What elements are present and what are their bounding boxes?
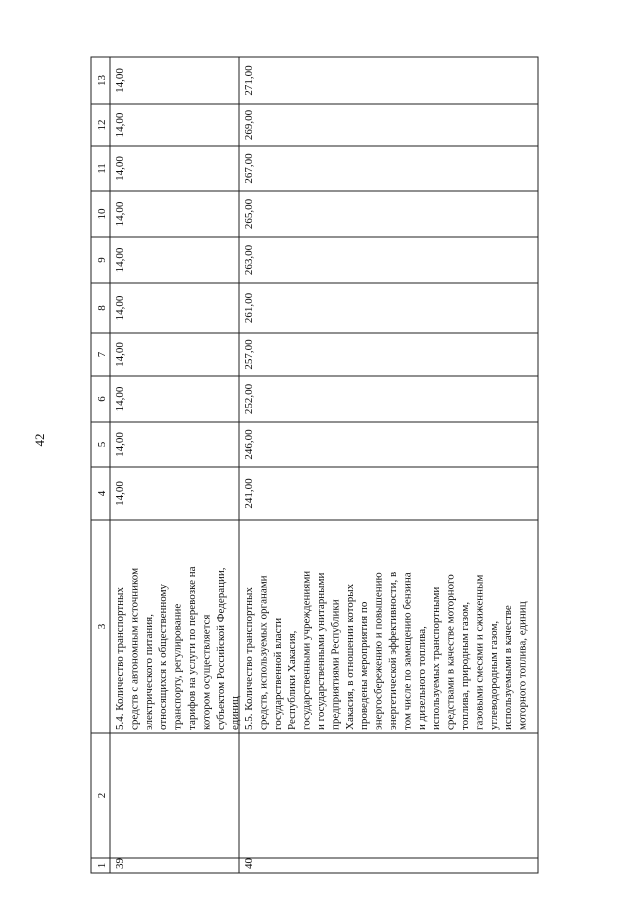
description-line: углеводородным газом, — [487, 620, 500, 730]
description-line: государственными учреждениями — [300, 570, 313, 730]
value-cell: 265,00 — [243, 198, 255, 230]
header-cell-10: 10 — [96, 208, 108, 220]
description-line: энергосбережению и повышению — [372, 572, 385, 730]
header-cell-8: 8 — [96, 305, 108, 311]
description-line: энергетической эффективности, в — [387, 571, 399, 730]
description-line: государственной власти — [271, 617, 284, 730]
description-line: транспорту, регулирование — [171, 603, 184, 730]
description-line: котором осуществляется — [200, 614, 213, 730]
header-cell-13: 13 — [96, 75, 108, 86]
value-cell: 14,00 — [114, 201, 126, 227]
value-cell: 261,00 — [243, 292, 255, 324]
value-cell: 269,00 — [243, 109, 255, 141]
header-cell-2: 2 — [96, 792, 108, 799]
value-cell: 263,00 — [243, 244, 255, 276]
header-cell-5: 5 — [96, 441, 108, 448]
header-cell-12: 12 — [96, 119, 108, 131]
table-border — [91, 57, 538, 873]
header-cell-9: 9 — [96, 257, 108, 263]
description-line: проведены мероприятия по — [358, 601, 371, 730]
header-cell-7: 7 — [96, 351, 108, 358]
value-cell: 14,00 — [114, 481, 126, 506]
value-cell: 246,00 — [243, 429, 255, 460]
description-line: Республики Хакасия, — [286, 630, 299, 730]
description-line: средств, используемых органами — [257, 575, 270, 730]
value-cell: 14,00 — [114, 295, 126, 321]
value-cell: 14,00 — [114, 386, 126, 412]
description-line: предприятиями Республики — [329, 599, 342, 730]
value-cell: 271,00 — [243, 65, 255, 96]
value-cell: 14,00 — [114, 112, 126, 138]
row-number: 39 — [114, 858, 126, 869]
description-line: том числе по замещению бензина — [401, 572, 414, 730]
page-number: 42 — [32, 433, 47, 447]
value-cell: 14,00 — [114, 247, 126, 273]
row-number: 40 — [243, 858, 255, 869]
description-line: 5.4. Количество транспортных — [114, 587, 126, 730]
value-cell: 257,00 — [243, 339, 255, 370]
value-cell: 14,00 — [114, 68, 126, 93]
description-line: и государственными унитарными — [315, 572, 327, 730]
description-line: используемых транспортными — [430, 586, 443, 730]
description-line: тарифов на услуги по перевозке на — [186, 566, 198, 730]
description-line: 5.5. Количество транспортных — [243, 587, 255, 730]
description-line: Хакасия, в отношении которых — [343, 583, 356, 730]
header-cell-1: 1 — [96, 862, 108, 869]
value-cell: 14,00 — [114, 156, 126, 181]
description-line: средствами в качестве моторного — [444, 574, 457, 730]
value-cell: 241,00 — [243, 478, 255, 509]
header-cell-11: 11 — [96, 163, 108, 174]
header-cell-3: 3 — [96, 623, 108, 630]
value-cell: 252,00 — [243, 383, 255, 415]
header-cell-6: 6 — [96, 396, 108, 402]
description-line: топлива, природным газом, — [459, 601, 471, 730]
description-line: единиц — [229, 696, 242, 730]
value-cell: 14,00 — [114, 342, 126, 367]
header-cell-4: 4 — [96, 490, 108, 497]
value-cell: 14,00 — [114, 432, 126, 457]
description-line: относящихся к общественному — [157, 583, 170, 730]
value-cell: 267,00 — [243, 153, 255, 184]
description-line: и дизельного топлива, — [415, 626, 428, 730]
description-line: средств с автономным источником — [128, 567, 141, 730]
description-line: моторного топлива, единиц — [516, 601, 529, 730]
description-line: газовыми смесями и сжиженным — [473, 574, 486, 730]
description-line: электрического питания, — [142, 614, 155, 730]
description-line: субъектом Российской Федерации, — [214, 567, 227, 730]
description-line: используемыми в качестве — [502, 605, 515, 730]
